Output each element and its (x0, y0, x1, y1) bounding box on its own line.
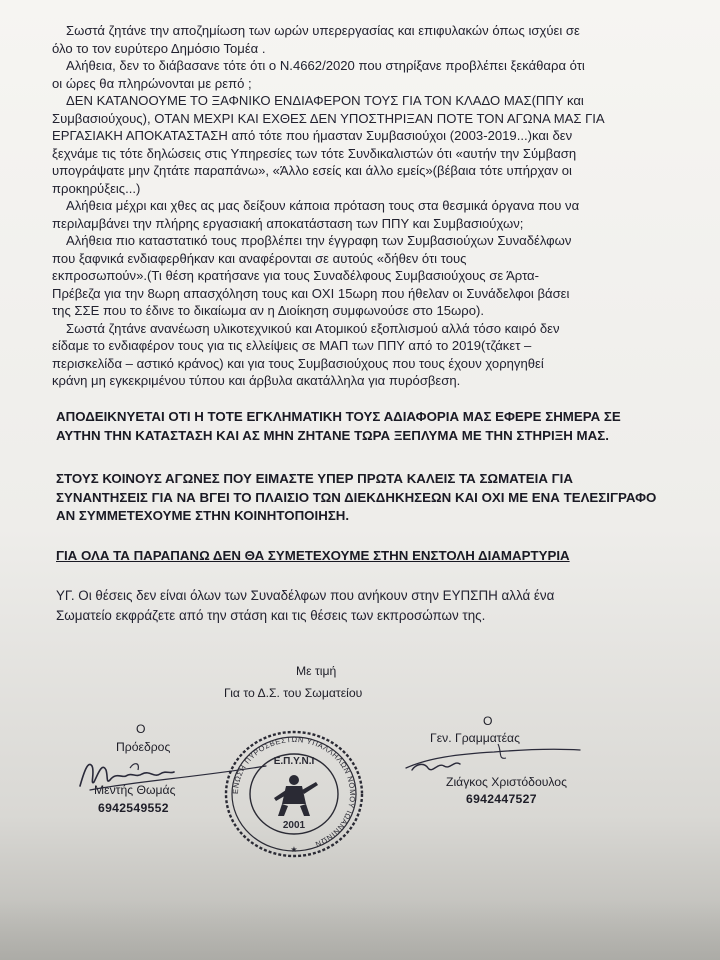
heading-text: ΓΙΑ ΟΛΑ ΤΑ ΠΑΡΑΠΑΝΩ ΔΕΝ ΘΑ ΣΥΜΕΤΕΧΟΥΜΕ ΣΤΗΝ ΕΝΣΤΟΛΗ ΔΙΑΜΑΡΤΥΡΙΑ (56, 548, 570, 563)
body-line: Συμβασιούχους), ΟΤΑΝ ΜΕΧΡΙ ΚΑΙ ΕΧΘΕΣ ΔΕΝ ΥΠΟΣΤΗΡΙΞΑΝ ΠΟΤΕ ΤΟΝ ΑΓΩΝΑ ΜΑΣ ΓΙΑ (52, 110, 605, 126)
bold-line: ΣΤΟΥΣ ΚΟΙΝΟΥΣ ΑΓΩΝΕΣ ΠΟΥ ΕΙΜΑΣΤΕ ΥΠΕΡ ΠΡΩΤΑ ΚΑΛΕΙΣ ΤΑ ΣΩΜΑΤΕΙΑ ΓΙΑ (56, 471, 573, 486)
bold-line: ΑΥΤΗΝ ΤΗΝ ΚΑΤΑΣΤΑΣΗ ΚΑΙ ΑΣ ΜΗΝ ΖΗΤΑΝΕ ΤΩΡΑ ΞΕΠΛΥΜΑ ΜΕ ΤΗΝ ΣΤΗΡΙΞΗ ΜΑΣ. (56, 427, 609, 443)
bold-line: ΑΝ ΣΥΜΜΕΤΕΧΟΥΜΕ ΣΤΗΝ ΚΟΙΝΗΤΟΠΟΙΗΣΗ. (56, 508, 350, 523)
body-line: περιλαμβάνει την πλήρης εργασιακή αποκατάσταση των ΠΠΥ και Συμβασιούχων; (52, 215, 524, 231)
bold-statement-1 (56, 408, 676, 445)
postscript-line: ΥΓ. Οι θέσεις δεν είναι όλων των Συναδέλφων που ανήκουν στην ΕΥΠΣΠΗ αλλά ένα (56, 588, 555, 603)
postscript (56, 586, 676, 626)
body-line: εκπροσωπούν».(Τι θέση κρατήσανε για τους Συναδέλφους Συμβασιούχους σε Άρτα- (52, 268, 539, 283)
body-line: ΕΡΓΑΣΙΑΚΗ ΑΠΟΚΑΤΑΣΤΑΣΗ από τότε που ήμασταν Συμβασιούχοι (2003-2019...)και δεν (52, 128, 573, 143)
body-line: περισκελίδα – αστικό κράνος) και για τους Συμβασιούχους που τους έχουν χορηγηθεί (52, 355, 544, 371)
body-line: Σωστά ζητάνε την αποζημίωση των ωρών υπερεργασίας και επιφυλακών όπως ισχύει σε (66, 23, 580, 38)
stamp-ring-text: ΕΝΩΣΗ ΠΥΡΟΣΒΕΣΤΩΝ ΥΠΑΛΛΗΛΩΝ ΝΟΜΟΥ ΙΩΑΝΝΙΝΩΝ (230, 734, 358, 849)
union-stamp (222, 728, 366, 860)
secretary-name: Ζιάγκος Χριστόδουλος (446, 775, 567, 789)
president-article: Ο (136, 722, 146, 736)
body-line: Αλήθεια πιο καταστατικό τους προβλέπει την έγγραφη των Συμβασιούχων Συναδέλφων (66, 233, 572, 248)
closing-regards: Με τιμή (296, 664, 337, 678)
body-line: Αλήθεια, δεν το διάβασανε τότε ότι ο Ν.4662/2020 που στηρίξανε προβλέπει ξεκάθαρα ότι (66, 58, 585, 73)
body-line: της ΣΣΕ που το έδινε το δικαίωμα αν η Διοίκηση συμφωνούσε στο 15ωρο). (52, 303, 484, 318)
stamp-star-icon: ★ (290, 845, 298, 854)
body-line: ΔΕΝ ΚΑΤΑΝΟΟΥΜΕ ΤΟ ΞΑΦΝΙΚΟ ΕΝΔΙΑΦΕΡΟΝ ΤΟΥΣ ΓΙΑ ΤΟΝ ΚΛΑΔΟ ΜΑΣ(ΠΠΥ και (66, 93, 584, 108)
body-line: Πρέβεζα για την 8ωρη απασχόληση τους και ΟΧΙ 15ωρη που ήθελαν οι Συνάδελφοι βάσει (52, 285, 570, 301)
stamp-year: 2001 (282, 820, 306, 831)
body-line: προκηρύξεις...) (52, 180, 141, 196)
body-line: Αλήθεια μέχρι και χθες ας μας δείξουν κάποια πρόταση τους στα θεσμικά όργανα που να (66, 198, 580, 213)
body-line: που ξαφνικά ενδιαφερθήκαν και αναφέρονται σε αυτούς «δήθεν ότι τους (52, 250, 467, 266)
bold-line: ΑΠΟΔΕΙΚΝΥΕΤΑΙ ΟΤΙ Η ΤΟΤΕ ΕΓΚΛΗΜΑΤΙΚΗ ΤΟΥΣ ΑΔΙΑΦΟΡΙΑ ΜΑΣ ΕΦΕΡΕ ΣΗΜΕΡΑ ΣΕ (56, 409, 621, 424)
body-line: όλο το τον ευρύτερο Δημόσιο Τομέα . (52, 40, 266, 56)
secretary-phone: 6942447527 (466, 792, 537, 806)
body-text (52, 22, 692, 390)
body-line: κράνη μη εγκεκριμένου τύπου και άρβυλα ακατάλληλα για πυρόσβεση. (52, 373, 461, 388)
bold-statement-2 (56, 470, 676, 526)
body-line: ξεχνάμε τις τότε δηλώσεις στις Υπηρεσίες των τότε Συνδικαλιστών ότι «αυτήν την Σύμβαση (52, 145, 577, 161)
secretary-role: Γεν. Γραμματέας (430, 731, 520, 745)
president-role: Πρόεδρος (116, 740, 171, 754)
body-line: Σωστά ζητάνε ανανέωση υλικοτεχνικού και Ατομικού εξοπλισμού αλλά τόσο καιρό δεν (66, 320, 560, 336)
secretary-article: Ο (483, 714, 493, 728)
secretary-signature (398, 738, 588, 782)
body-line: υπογράψατε μην ζητάτε παραπάνω», «Άλλο εσείς και άλλο εμείς»(βέβαια τότε υπήρχαν οι (52, 163, 572, 178)
stamp-center-text: Ε.Π.Υ.Ν.Ι (273, 756, 315, 767)
bold-line: ΣΥΝΑΝΤΗΣΕΙΣ ΓΙΑ ΝΑ ΒΓΕΙ ΤΟ ΠΛΑΙΣΙΟ ΤΩΝ ΔΙΕΚΔΗΚΗΣΕΩΝ ΚΑΙ ΟΧΙ ΜΕ ΕΝΑ ΤΕΛΕΣΙΓΡΑΦΟ (56, 489, 657, 505)
closing-on-behalf: Για το Δ.Σ. του Σωματείου (224, 686, 363, 700)
body-line: είδαμε το ενδιαφέρον τους για τις ελλείψεις σε ΜΑΠ των ΠΠΥ από το 2019(τζάκετ – (52, 338, 532, 353)
president-name: Μεντής Θωμάς (94, 783, 176, 797)
body-line: οι ώρες θα πληρώνονται με ρεπό ; (52, 75, 252, 91)
president-phone: 6942549552 (98, 801, 169, 815)
page-shadow (0, 900, 720, 960)
firefighter-emblem-icon (274, 775, 318, 816)
postscript-line: Σωματείο εκφράζετε από την στάση και τις θέσεις των εκπροσώπων της. (56, 608, 486, 623)
protest-heading (56, 547, 676, 566)
